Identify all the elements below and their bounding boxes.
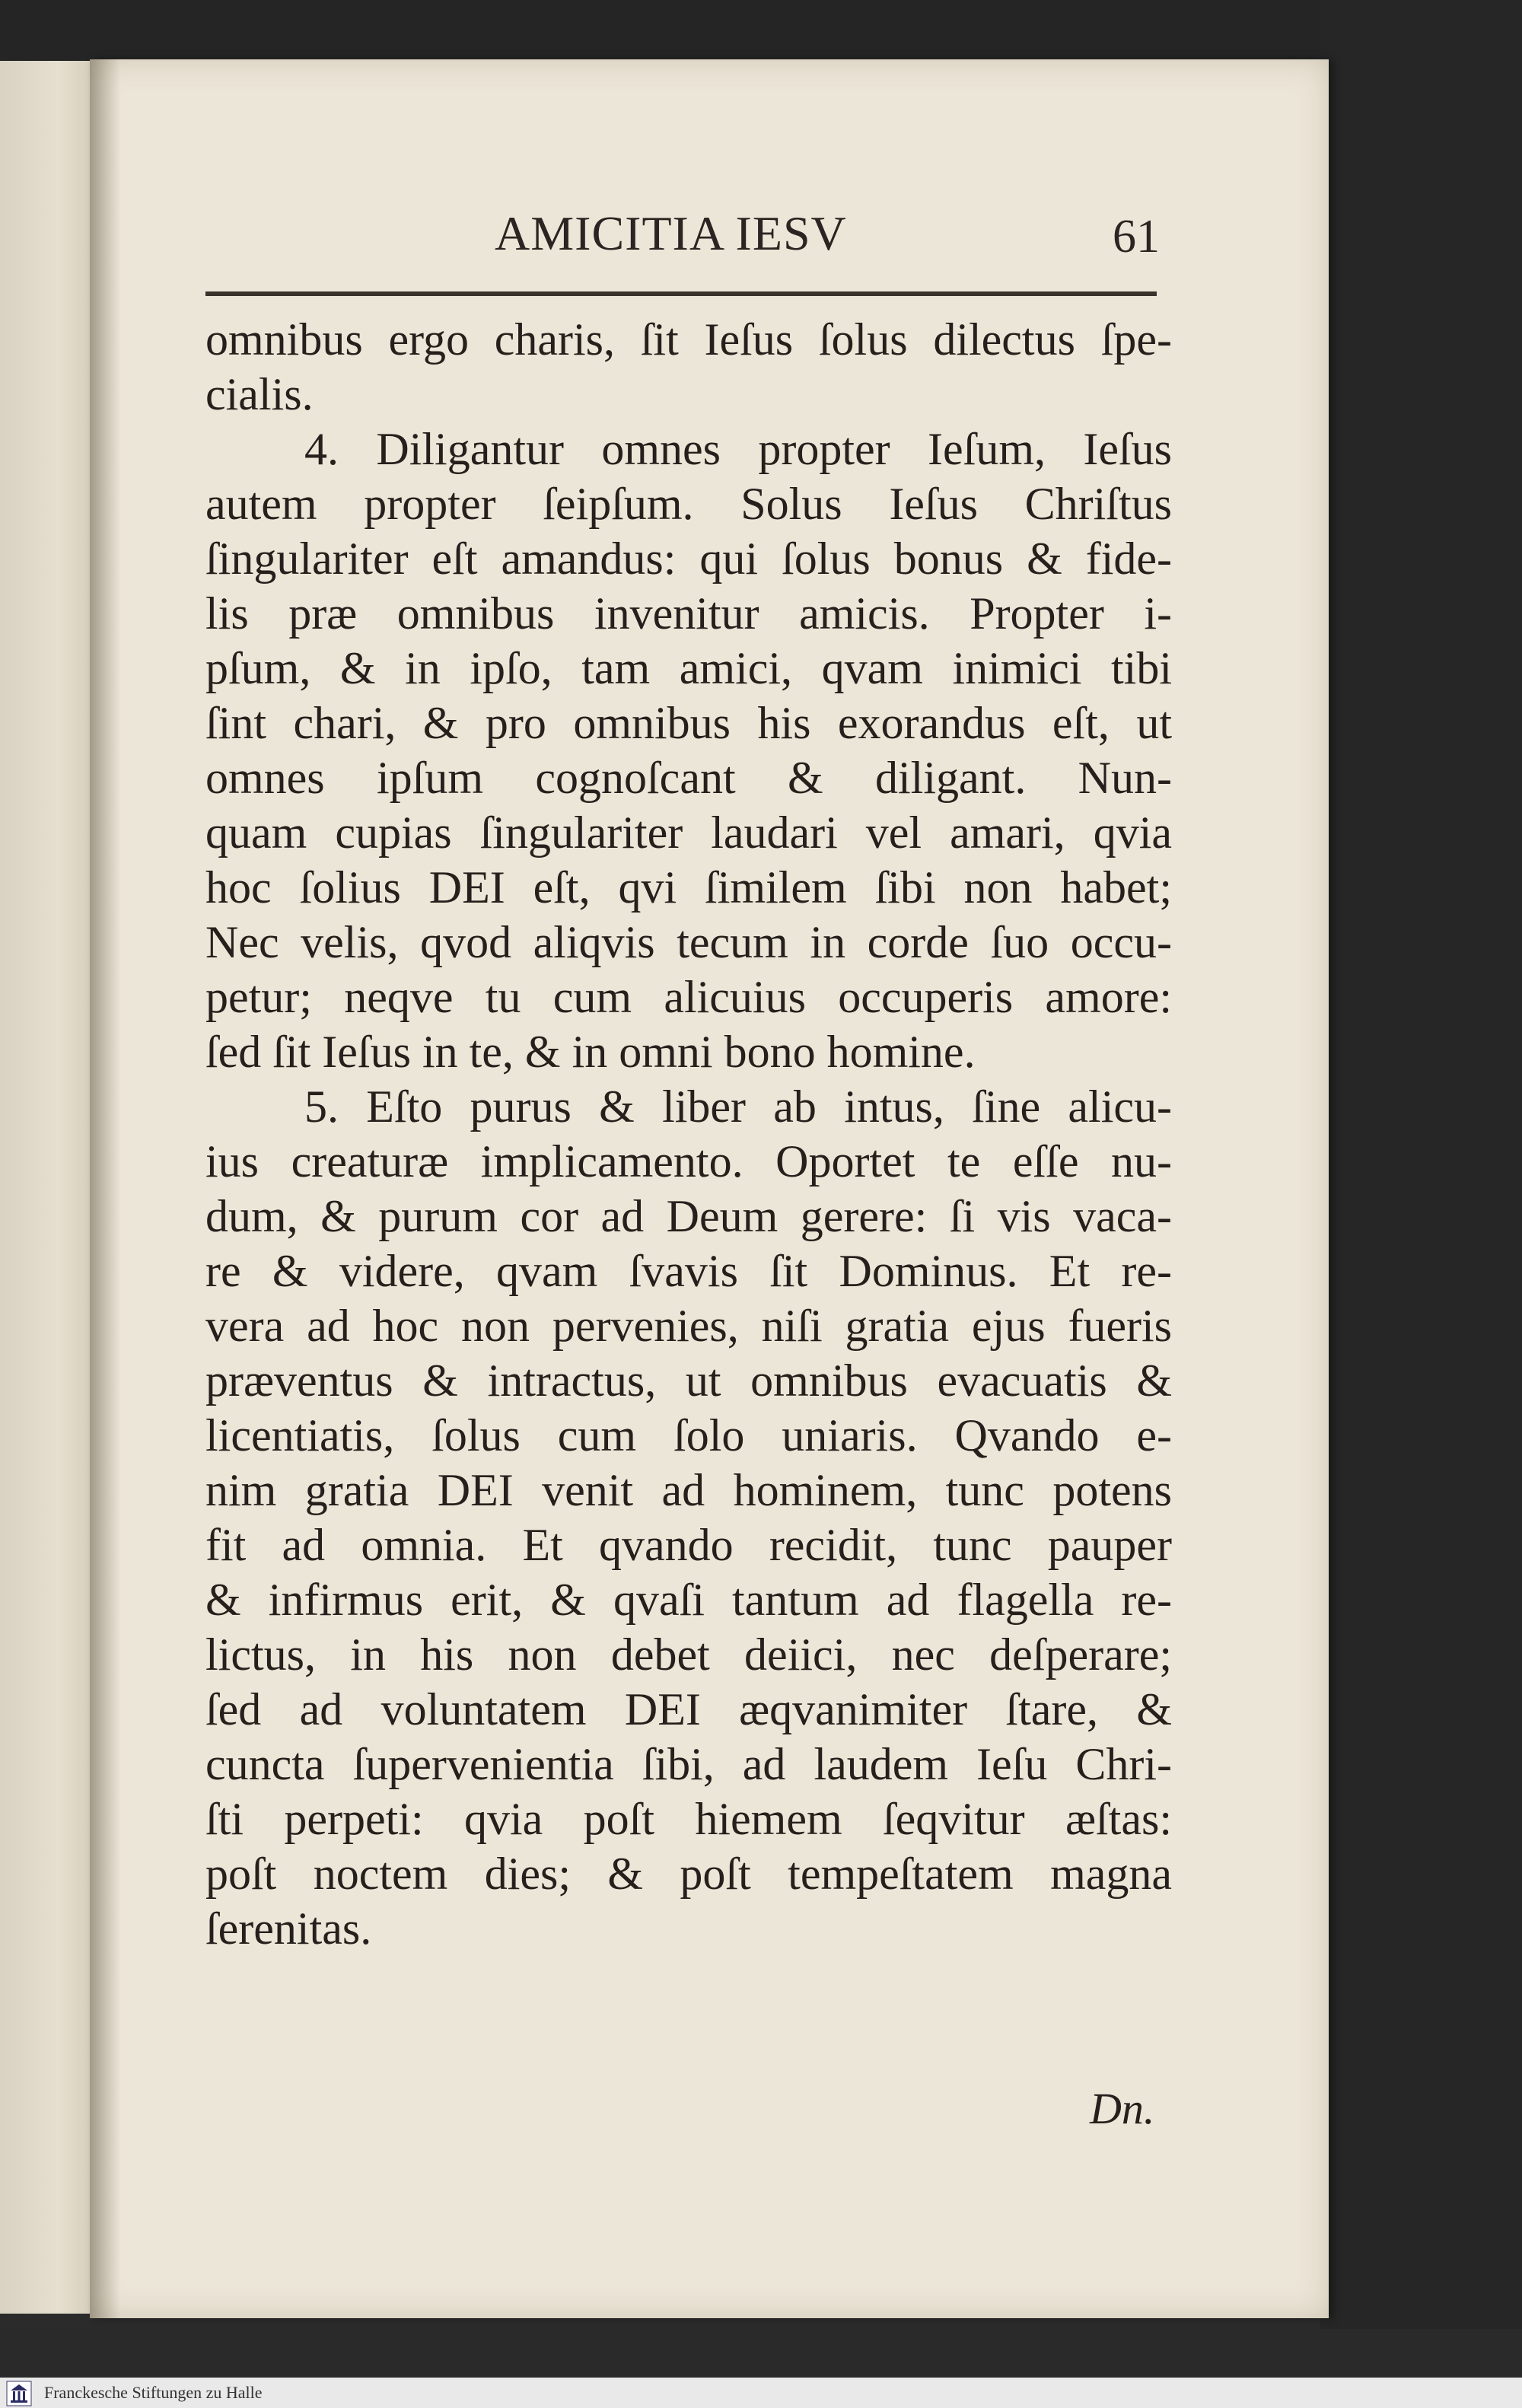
scan-background-right xyxy=(1320,0,1522,2408)
text-line: omnes ipſum cognoſcant & diligant. Nun- xyxy=(205,753,1172,803)
text-line: vera ad hoc non pervenies, niſi gratia ejus fueris xyxy=(205,1301,1172,1351)
text-line: nim gratia DEI venit ad hominem, tunc potens xyxy=(205,1465,1172,1515)
text-line: fit ad omnia. Et qvando recidit, tunc pauper xyxy=(205,1520,1172,1570)
institution-credit: Franckesche Stiftungen zu Halle xyxy=(44,2383,263,2402)
institution-logo-icon xyxy=(6,2381,32,2406)
catchword: Dn. xyxy=(1090,2084,1155,2133)
text-line: ſti perpeti: qvia poſt hiemem ſeqvitur æſtas: xyxy=(205,1794,1172,1844)
header-rule xyxy=(205,291,1157,296)
text-line: quam cupias ſingulariter laudari vel amari, qvia xyxy=(205,807,1172,858)
text-line: 4. Diligantur omnes propter Ieſum, Ieſus xyxy=(304,424,1172,474)
text-line: licentiatis, ſolus cum ſolo uniaris. Qvando e- xyxy=(205,1410,1172,1460)
page-gutter-shadow xyxy=(90,59,120,2318)
text-line: pſum, & in ipſo, tam amici, qvam inimici tibi xyxy=(205,643,1172,693)
text-line: ſingulariter eſt amandus: qui ſolus bonus & fide- xyxy=(205,534,1172,584)
text-line: & infirmus erit, & qvaſi tantum ad flagella re- xyxy=(205,1575,1172,1625)
text-line: ſed ſit Ieſus in te, & in omni bono homine. xyxy=(205,1027,976,1077)
page-number: 61 xyxy=(1113,211,1160,263)
text-line: re & videre, qvam ſvavis ſit Dominus. Et re- xyxy=(205,1246,1172,1296)
body-text xyxy=(205,312,1172,1956)
running-title: AMICITIA IESV xyxy=(495,206,847,260)
text-line: hoc ſolius DEI eſt, qvi ſimilem ſibi non habet; xyxy=(205,862,1172,913)
text-line: omnibus ergo charis, ſit Ieſus ſolus dilectus ſpe- xyxy=(205,314,1172,365)
text-line: petur; neqve tu cum alicuius occuperis amore: xyxy=(205,972,1172,1022)
text-line: ſed ad voluntatem DEI æqvanimiter ſtare, & xyxy=(205,1684,1172,1734)
text-line: Nec velis, qvod aliqvis tecum in corde ſuo occu- xyxy=(205,917,1172,967)
text-line: cuncta ſupervenientia ſibi, ad laudem Ieſu Chri- xyxy=(205,1739,1172,1789)
text-line: ſerenitas. xyxy=(205,1903,372,1954)
text-line: lictus, in his non debet deiici, nec deſperare; xyxy=(205,1629,1172,1680)
text-line: cialis. xyxy=(205,369,314,419)
text-line: lis præ omnibus invenitur amicis. Propter i- xyxy=(205,588,1172,639)
text-line: 5. Eſto purus & liber ab intus, ſine alicu- xyxy=(304,1081,1172,1132)
text-line: dum, & purum cor ad Deum gerere: ſi vis vaca- xyxy=(205,1191,1172,1241)
text-line: autem propter ſeipſum. Solus Ieſus Chriſtus xyxy=(205,479,1172,529)
text-line: ſint chari, & pro omnibus his exorandus eſt, ut xyxy=(205,698,1172,748)
text-line: ius creaturæ implicamento. Oportet te eſſe nu- xyxy=(205,1136,1172,1186)
text-line: poſt noctem dies; & poſt tempeſtatem magna xyxy=(205,1849,1172,1899)
text-line: præventus & intractus, ut omnibus evacuatis & xyxy=(205,1355,1172,1406)
